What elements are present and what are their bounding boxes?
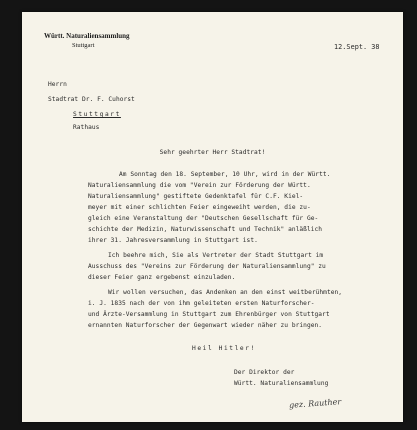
- handwritten-signature: gez. Rauther: [288, 397, 342, 410]
- recipient-name: Stadtrat Dr. F. Cuhorst: [48, 96, 135, 103]
- body-line: dieser Feier ganz ergebenst einzuladen.: [88, 274, 236, 281]
- recipient-building: Rathaus: [73, 124, 100, 131]
- body-line: meyer mit einer schlichten Feier eingeweiht werden, die zu-: [88, 204, 311, 211]
- body-line: schichte der Medizin, Naturwissenschaft und Technik" anläßlich: [88, 226, 323, 233]
- body-line: gleich eine Veranstaltung der "Deutschen Gesellschaft für Ge-: [88, 215, 319, 222]
- recipient-salutation: Herrn: [48, 81, 67, 88]
- signature-line-1: Der Direktor der: [234, 369, 295, 376]
- greeting: Sehr geehrter Herr Stadtrat!: [159, 149, 266, 156]
- body-line: Naturaliensammlung" gestiftete Gedenktafel für C.F. Kiel-: [88, 193, 304, 200]
- body-line: Ausschuss des "Vereins zur Förderung der Naturaliensammlung" zu: [88, 263, 326, 270]
- body-line: ernannten Naturforscher der Gegenwart wieder näher zu bringen.: [88, 322, 323, 329]
- body-line: Wir wollen versuchen, das Andenken an den einst weitberühmten,: [108, 289, 343, 296]
- body-line: Ich beehre mich, Sie als Vertreter der Stadt Stuttgart im: [108, 252, 324, 259]
- body-line: und Ärzte-Versammlung in Stuttgart zum Ehrenbürger von Stuttgart: [88, 311, 330, 318]
- body-line: i. J. 1835 nach der von ihm geleiteten ersten Naturforscher-: [88, 300, 315, 307]
- body-line: Naturaliensammlung die vom "Verein zur Förderung der Württ.: [88, 182, 311, 189]
- letter-sheet: [22, 12, 403, 422]
- closing: Heil Hitler!: [192, 345, 256, 352]
- letter-date: 12.Sept. 38: [334, 43, 380, 51]
- recipient-city: Stuttgart: [73, 111, 121, 118]
- body-line: ihrer 31. Jahresversammlung in Stuttgart ist.: [88, 237, 258, 244]
- signature-line-2: Württ. Naturaliensammlung: [234, 380, 329, 387]
- letterhead-name: Württ. Naturaliensammlung: [44, 32, 130, 40]
- body-line: Am Sonntag den 18. September, 10 Uhr, wird in der Württ.: [119, 171, 331, 178]
- letterhead-city: Stuttgart: [72, 42, 95, 49]
